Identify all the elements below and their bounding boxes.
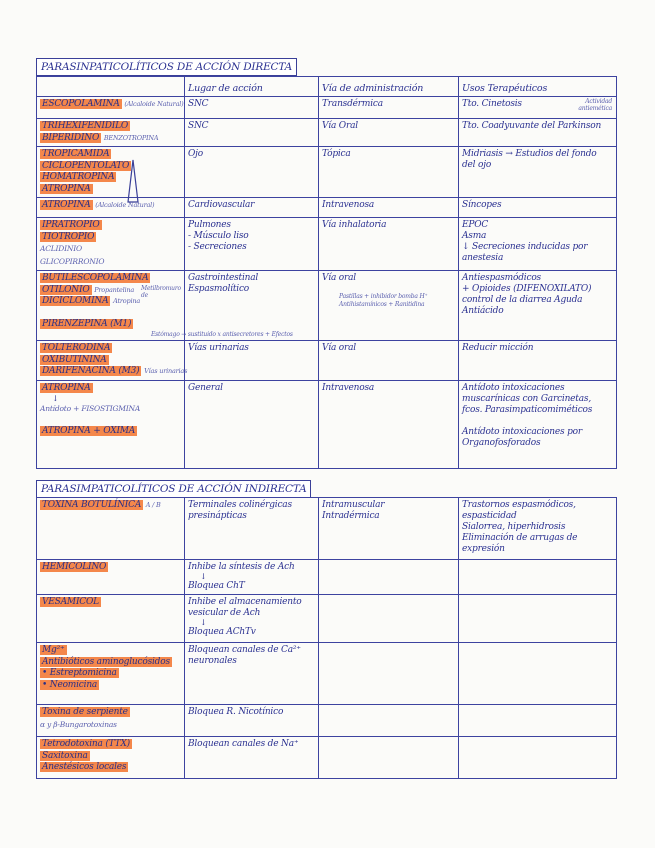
lugar-text: Bloquean canales de Ca²⁺ <box>188 645 301 655</box>
usos-text: Sialorrea, hiperhidrosis <box>462 522 566 532</box>
via-cell <box>319 705 459 737</box>
drug-entry <box>40 719 181 732</box>
drug-entry <box>40 680 181 692</box>
usos-text: Síncopes <box>462 200 502 210</box>
via-text: Vía oral <box>322 343 356 353</box>
drug-entry <box>40 645 181 657</box>
usos-cell <box>459 218 617 271</box>
usos-cell <box>459 271 617 341</box>
drug-name: TRIHEXIFENIDILO <box>42 121 129 131</box>
spacer <box>462 416 613 427</box>
drug-cell <box>37 271 185 341</box>
via-cell <box>319 97 459 119</box>
drug-name: DICICLOMINA <box>42 296 109 306</box>
spacer <box>40 308 181 319</box>
drug-entry <box>40 149 181 161</box>
via-cell <box>319 643 459 705</box>
drug-note: Vías urinarias <box>144 367 188 375</box>
table-row <box>37 737 617 779</box>
pirenzepina-note: Estómago → sustituido x antisecretores + Efectos <box>151 331 293 338</box>
drug-name: HEMICOLINO <box>42 562 107 572</box>
via-text: Vía Oral <box>322 121 358 131</box>
drug-cell <box>37 97 185 119</box>
drug-entry <box>40 232 181 244</box>
drug-cell <box>37 643 185 705</box>
usos-text: expresión <box>462 544 505 554</box>
usos-cell <box>459 498 617 560</box>
lugar-cell <box>185 498 319 560</box>
usos-cell <box>459 595 617 643</box>
drug-name: α y β-Bungarotoxinas <box>40 719 117 729</box>
via-text: Intravenosa <box>322 200 375 210</box>
lugar-cell <box>185 381 319 469</box>
drug-entry <box>40 220 181 232</box>
drug-name: CICLOPENTOLATO <box>42 160 130 171</box>
drug-entry <box>40 562 181 574</box>
lugar-text: presinápticas <box>188 511 247 521</box>
drug-name: VESAMICOL <box>42 597 99 607</box>
via-cell <box>319 198 459 218</box>
via-annotation: Antihistamínicos + Ranitidina <box>339 301 425 308</box>
drug-entry <box>40 99 184 111</box>
down-arrow-icon: ↓ <box>200 618 207 627</box>
lugar-cell <box>185 643 319 705</box>
via-cell <box>319 341 459 381</box>
drug-entry <box>40 200 181 212</box>
usos-text: del ojo <box>462 160 492 170</box>
drug-entry <box>40 500 181 512</box>
header-lugar: Lugar de acción <box>185 77 319 97</box>
drug-name: TIOTROPIO <box>42 231 95 242</box>
drug-cell <box>37 198 185 218</box>
usos-text: control de la diarrea Aguda <box>462 295 583 305</box>
lugar-text: Terminales colinérgicas <box>188 500 292 510</box>
drug-name: DARIFENACINA (M3) <box>42 366 140 376</box>
indirect-action-table <box>36 497 617 779</box>
drug-name: HOMATROPINA <box>42 172 115 182</box>
drug-entry <box>40 319 181 331</box>
indirect-action-title: PARASIMPATICOLÍTICOS DE ACCIÓN INDIRECTA <box>36 480 311 498</box>
via-cell <box>319 119 459 147</box>
usos-text: Organofosforados <box>462 438 541 448</box>
lugar-text: Bloquean canales de Na⁺ <box>188 739 299 749</box>
drug-entry <box>40 243 181 256</box>
drug-entry <box>40 383 181 395</box>
drug-name: PIRENZEPINA (M1) <box>42 318 132 329</box>
drug-cell <box>37 381 185 469</box>
table-row <box>37 498 617 560</box>
table-row <box>37 381 617 469</box>
usos-text: anestesia <box>462 253 504 263</box>
table-row <box>37 643 617 705</box>
drug-name: Antídoto + FISOSTIGMINA <box>40 403 141 413</box>
usos-cell <box>459 643 617 705</box>
drug-name: Saxitoxina <box>42 750 88 761</box>
drug-entry <box>40 668 181 680</box>
lugar-text: Bloquea AChTv <box>188 627 256 637</box>
via-text: Intradérmica <box>322 511 380 521</box>
lugar-cell <box>185 705 319 737</box>
drug-cell <box>37 218 185 271</box>
drug-note: Propantelina <box>94 285 135 294</box>
usos-text: Asma <box>462 231 487 241</box>
table-row <box>37 119 617 147</box>
usos-text: Tto. Cinetosis <box>462 99 522 109</box>
drug-entry <box>40 256 181 269</box>
drug-cell <box>37 341 188 381</box>
usos-text: EPOC <box>462 220 489 230</box>
drug-note: Atropina <box>113 297 140 305</box>
lugar-text: Bloquea R. Nicotínico <box>188 707 284 717</box>
drug-entry <box>40 184 181 196</box>
down-arrow-icon: ↓ <box>200 572 207 581</box>
table-row <box>37 271 617 341</box>
usos-text: muscarínicas con Garcinetas, <box>462 394 591 404</box>
lugar-text: - Músculo liso <box>188 231 249 241</box>
drug-name: ACLIDINIO <box>40 244 82 253</box>
lugar-cell <box>185 147 319 198</box>
drug-entry <box>40 133 181 145</box>
drug-name: ESCOPOLAMINA <box>42 99 120 109</box>
drug-cell <box>37 705 185 737</box>
drug-entry <box>40 366 188 378</box>
header-usos: Usos Terapéuticos <box>459 77 617 97</box>
via-cell <box>319 271 459 341</box>
lugar-cell <box>185 737 319 779</box>
lugar-text: SNC <box>188 121 209 131</box>
drug-entry <box>40 707 181 719</box>
via-cell <box>319 498 459 560</box>
drug-entry <box>40 273 181 285</box>
lugar-text: SNC <box>188 99 209 109</box>
lugar-text: - Secreciones <box>188 242 247 252</box>
usos-cell <box>459 705 617 737</box>
usos-text: Antídoto intoxicaciones por <box>462 427 582 437</box>
drug-name: Toxina de serpiente <box>42 707 128 717</box>
lugar-text: neuronales <box>188 656 237 666</box>
via-cell <box>319 595 459 643</box>
drug-name: Antibióticos aminoglucósidos <box>42 656 170 667</box>
drug-name: • Neomicina <box>42 679 98 690</box>
drug-name: TOXINA BOTULÍNICA <box>42 500 142 510</box>
table-row <box>37 705 617 737</box>
usos-text: espasticidad <box>462 511 517 521</box>
usos-cell <box>459 97 617 119</box>
drug-name: • Estreptomicina <box>42 668 117 678</box>
drug-cell <box>37 595 185 643</box>
drug-entry <box>40 343 181 355</box>
via-cell <box>319 737 459 779</box>
drug-entry <box>40 657 181 669</box>
drug-entry <box>40 355 181 367</box>
triangle-bracket-icon <box>126 158 140 204</box>
table-row <box>37 147 617 198</box>
drug-name: ATROPINA + OXIMA <box>42 426 136 436</box>
usos-text: fcos. Parasimpaticomiméticos <box>462 405 593 415</box>
table-row <box>37 97 617 119</box>
down-arrow-icon: ↓ <box>52 393 59 403</box>
table-row <box>37 218 617 271</box>
drug-entry <box>40 172 181 184</box>
via-cell <box>319 218 459 271</box>
via-text: Intravenosa <box>322 383 375 393</box>
usos-text: ↓ Secreciones inducidas por <box>462 242 588 252</box>
usos-annotation: Actividad antiemética <box>578 98 612 112</box>
drug-name: TOLTERODINA <box>42 343 111 353</box>
usos-text: Midriasis → Estudios del fondo <box>462 149 597 159</box>
usos-cell <box>459 737 617 779</box>
drug-name: Anestésicos locales <box>42 762 127 772</box>
drug-name: IPRATROPIO <box>42 220 100 230</box>
usos-text: + Opioides (DIFENOXILATO) <box>462 284 592 294</box>
header-via: Vía de administración <box>319 77 459 97</box>
drug-cell <box>37 119 185 147</box>
lugar-text: Bloquea ChT <box>188 581 245 591</box>
via-text: Vía inhalatoria <box>322 220 387 230</box>
usos-text: Antídoto intoxicaciones <box>462 383 565 393</box>
drug-name: Tetrodotoxina (TTX) <box>42 739 130 749</box>
drug-cell <box>37 560 185 595</box>
lugar-cell <box>185 198 319 218</box>
drug-note: (Alcaloide Natural) <box>124 100 184 108</box>
usos-cell <box>459 147 617 198</box>
usos-text: Reducir micción <box>462 343 534 353</box>
table-row <box>37 341 617 381</box>
drug-name: TROPICAMIDA <box>42 149 110 159</box>
drug-cell <box>37 737 185 779</box>
usos-text: Eliminación de arrugas de <box>462 533 578 543</box>
drug-name: ATROPINA <box>42 383 91 393</box>
drug-name: Mg²⁺ <box>42 645 65 655</box>
lugar-cell <box>185 595 319 643</box>
drug-name: ATROPINA <box>42 183 91 194</box>
via-text: Intramuscular <box>322 500 385 510</box>
via-text: Tópica <box>322 149 351 159</box>
lugar-text: Espasmolítico <box>188 284 249 294</box>
drug-name: OTILONIO <box>42 284 90 295</box>
drug-note: A / B <box>145 501 161 509</box>
lugar-cell <box>185 560 319 595</box>
header-drug <box>37 77 185 97</box>
usos-text: Tto. Coadyuvante del Parkinson <box>462 121 602 131</box>
drug-name: BUTILESCOPOLAMINA <box>42 273 149 283</box>
table-row <box>37 198 617 218</box>
via-text: Vía oral <box>322 273 356 283</box>
usos-text: Antiespasmódicos <box>462 273 541 283</box>
lugar-text: Inhibe la síntesis de Ach <box>188 562 295 572</box>
table-header-row <box>37 77 617 97</box>
table-row <box>37 560 617 595</box>
via-text: Transdérmica <box>322 99 383 109</box>
drug-cell <box>37 498 185 560</box>
lugar-cell <box>185 97 319 119</box>
drug-entry <box>40 426 181 438</box>
direct-action-table <box>36 76 617 469</box>
drug-entry <box>40 403 181 416</box>
direct-action-title: PARASINPATICOLÍTICOS DE ACCIÓN DIRECTA <box>36 58 297 76</box>
usos-text: Antiácido <box>462 306 504 316</box>
drug-note: (Alcaloide Natural) <box>95 201 155 209</box>
usos-cell <box>459 560 617 595</box>
lugar-cell <box>185 341 319 381</box>
via-annotation: Pastillas + inhibidor bomba H⁺ <box>339 293 428 300</box>
drug-entry <box>40 121 181 133</box>
lugar-cell <box>185 218 319 271</box>
lugar-cell <box>185 119 319 147</box>
lugar-text: Gastrointestinal <box>188 273 259 283</box>
drug-cell <box>37 147 185 198</box>
drug-entry <box>40 597 181 609</box>
via-cell <box>319 381 459 469</box>
usos-cell <box>459 198 617 218</box>
lugar-text: Pulmones <box>188 220 231 230</box>
drug-entry <box>40 762 181 774</box>
spacer <box>40 415 181 426</box>
lugar-text: vesicular de Ach <box>188 608 261 618</box>
drug-entry <box>40 751 181 763</box>
drug-entry <box>40 739 181 751</box>
via-cell <box>319 560 459 595</box>
drug-entry <box>40 161 181 173</box>
drug-name: OXIBUTININA <box>42 354 107 365</box>
via-cell <box>319 147 459 198</box>
lugar-text: Ojo <box>188 149 203 159</box>
drug-annotation: Metilbromuro de <box>141 285 181 299</box>
usos-cell <box>459 119 617 147</box>
usos-text: Trastornos espasmódicos, <box>462 500 576 510</box>
lugar-text: Vías urinarias <box>188 343 249 353</box>
drug-name: GLICOPIRRONIO <box>40 256 105 266</box>
usos-cell <box>459 381 617 469</box>
usos-cell <box>459 341 617 381</box>
lugar-text: Inhibe el almacenamiento <box>188 597 302 607</box>
table-row <box>37 595 617 643</box>
drug-note: BENZOTROPINA <box>103 133 159 142</box>
drug-name: BIPERIDINO <box>42 132 100 143</box>
drug-name: ATROPINA <box>42 200 91 210</box>
lugar-text: Cardiovascular <box>188 200 255 210</box>
lugar-text: General <box>188 383 223 393</box>
